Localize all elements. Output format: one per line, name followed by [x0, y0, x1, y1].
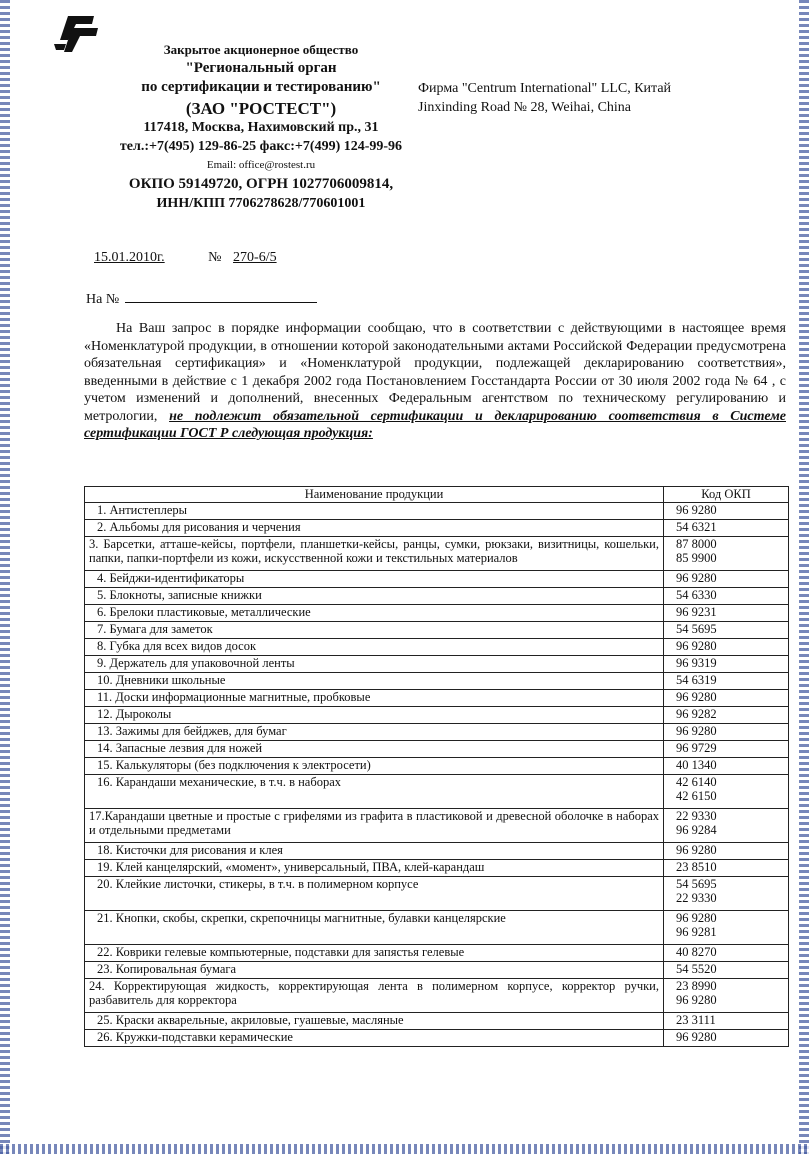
okp-code: 23 8510 — [664, 860, 789, 877]
table-row — [85, 877, 789, 911]
product-name: 4. Бейджи-идентификаторы — [85, 571, 664, 588]
org-name-line2: по сертификации и тестированию" — [141, 79, 381, 95]
okp-code: 23 3111 — [664, 1013, 789, 1030]
product-name: 21. Кнопки, скобы, скрепки, скрепочницы магнитные, булавки канцелярские — [85, 911, 664, 945]
product-name: 15. Калькуляторы (без подключения к электросети) — [85, 758, 664, 775]
product-name: 23. Копировальная бумага — [85, 962, 664, 979]
product-name: 6. Брелоки пластиковые, металлические — [85, 605, 664, 622]
table-row — [85, 758, 789, 775]
org-phones: тел.:+7(495) 129-86-25 факс:+7(499) 124-99-96 — [119, 139, 403, 154]
recipient-address: Jinxinding Road № 28, Weihai, China — [418, 100, 632, 115]
okp-code: 40 1340 — [664, 758, 789, 775]
letter-date: 15.01.2010г. — [94, 250, 165, 265]
product-name: 16. Карандаши механические, в т.ч. в наборах — [85, 775, 664, 809]
table-row — [85, 707, 789, 724]
table-row — [85, 945, 789, 962]
table-row — [85, 962, 789, 979]
table-row — [85, 537, 789, 571]
column-header-code: Код ОКП — [664, 487, 789, 503]
table-row — [85, 605, 789, 622]
okp-code: 54 5695 — [664, 622, 789, 639]
products-table — [84, 486, 789, 1047]
table-row — [85, 809, 789, 843]
product-name: 25. Краски акварельные, акриловые, гуашевые, масляные — [85, 1013, 664, 1030]
product-name: 11. Доски информационные магнитные, пробковые — [85, 690, 664, 707]
table-row — [85, 724, 789, 741]
table-row — [85, 775, 789, 809]
table-row — [85, 656, 789, 673]
decorative-border-left — [0, 0, 10, 1154]
table-header-row — [85, 487, 789, 503]
org-short-name: (ЗАО "РОСТЕСТ") — [185, 99, 337, 118]
product-name: 24. Корректирующая жидкость, корректирующая лента в полимерном корпусе, корректор ручки, разбавитель для корректора — [85, 979, 664, 1013]
okp-code: 22 9330 96 9284 — [664, 809, 789, 843]
org-okpo: ОКПО 59149720, ОГРН 1027706009814, — [128, 176, 394, 192]
reply-reference — [86, 290, 317, 308]
product-name: 19. Клей канцелярский, «момент», универсальный, ПВА, клей-карандаш — [85, 860, 664, 877]
okp-code: 96 9280 — [664, 503, 789, 520]
table-row — [85, 843, 789, 860]
table-row — [85, 622, 789, 639]
product-name: 18. Кисточки для рисования и клея — [85, 843, 664, 860]
column-header-name: Наименование продукции — [85, 487, 664, 503]
okp-code: 42 6140 42 6150 — [664, 775, 789, 809]
product-name: 7. Бумага для заметок — [85, 622, 664, 639]
product-name: 10. Дневники школьные — [85, 673, 664, 690]
table-row — [85, 673, 789, 690]
table-row — [85, 639, 789, 656]
reply-number-line — [125, 290, 317, 303]
okp-code: 54 6321 — [664, 520, 789, 537]
table-row — [85, 1030, 789, 1047]
org-email: Email: office@rostest.ru — [206, 159, 316, 171]
table-row — [85, 741, 789, 758]
organization-header — [86, 40, 436, 213]
table-row — [85, 503, 789, 520]
okp-code: 40 8270 — [664, 945, 789, 962]
org-address: 117418, Москва, Нахимовский пр., 31 — [143, 120, 379, 135]
okp-code: 87 8000 85 9900 — [664, 537, 789, 571]
okp-code: 96 9319 — [664, 656, 789, 673]
table-row — [85, 571, 789, 588]
product-name: 22. Коврики гелевые компьютерные, подставки для запястья гелевые — [85, 945, 664, 962]
product-name: 20. Клейкие листочки, стикеры, в т.ч. в полимерном корпусе — [85, 877, 664, 911]
product-name: 9. Держатель для упаковочной ленты — [85, 656, 664, 673]
okp-code: 96 9280 — [664, 724, 789, 741]
okp-code: 96 9231 — [664, 605, 789, 622]
table-row — [85, 860, 789, 877]
letter-body — [84, 320, 786, 443]
product-name: 14. Запасные лезвия для ножей — [85, 741, 664, 758]
recipient-name: Фирма "Centrum International" LLC, Китай — [418, 81, 672, 96]
okp-code: 96 9280 — [664, 690, 789, 707]
letter-number: 270-6/5 — [233, 250, 277, 265]
letter-intro-emphasis: не подлежит обязательной сертификации и декларированию соответствия в Системе сертификации ГОСТ Р следующая продукция: — [84, 408, 786, 441]
letter-intro: На Ваш запрос в порядке информации сообщаю, что в соответствии с действующими в настоящее время «Номенклатурой продукции, в отношении которой законодательными актами Российской Федерации предусмотрена обязательная сертификация» и «Номенклатурой продукции, подлежащей декларированию соответствия», введенными в действие с 1 декабря 2002 года Постановлением Госстандарта России от 30 июля 2002 года № 64 , с учетом изменений и дополнений, внесенных Федеральным агентством по техническому регулированию и метрологии, — [84, 321, 786, 424]
product-name: 5. Блокноты, записные книжки — [85, 588, 664, 605]
table-row — [85, 690, 789, 707]
letter-number-label: № — [208, 250, 222, 265]
okp-code: 96 9729 — [664, 741, 789, 758]
product-name: 1. Антистеплеры — [85, 503, 664, 520]
okp-code: 96 9280 96 9281 — [664, 911, 789, 945]
product-name: 26. Кружки-подставки керамические — [85, 1030, 664, 1047]
okp-code: 23 8990 96 9280 — [664, 979, 789, 1013]
product-name: 17.Карандаши цветные и простые с грифелями из графита в пластиковой и древесной оболочке в наборах и отдельными предметами — [85, 809, 664, 843]
org-type: Закрытое акционерное общество — [163, 42, 359, 57]
reply-label: На № — [86, 292, 120, 307]
table-row — [85, 979, 789, 1013]
okp-code: 54 5520 — [664, 962, 789, 979]
org-inn: ИНН/КПП 7706278628/770601001 — [156, 196, 366, 211]
product-name: 8. Губка для всех видов досок — [85, 639, 664, 656]
product-name: 2. Альбомы для рисования и черчения — [85, 520, 664, 537]
product-name: 3. Барсетки, атташе-кейсы, портфели, планшетки-кейсы, ранцы, сумки, рюкзаки, визитницы, кошельки, папки, папки-портфели из кожи, искусственной кожи и текстильных материалов — [85, 537, 664, 571]
recipient-block — [418, 79, 671, 117]
okp-code: 54 6319 — [664, 673, 789, 690]
decorative-border-right — [799, 0, 809, 1154]
product-name: 13. Зажимы для бейджев, для бумаг — [85, 724, 664, 741]
okp-code: 96 9282 — [664, 707, 789, 724]
okp-code: 96 9280 — [664, 1030, 789, 1047]
okp-code: 54 6330 — [664, 588, 789, 605]
table-row — [85, 911, 789, 945]
okp-code: 96 9280 — [664, 571, 789, 588]
okp-code: 96 9280 — [664, 843, 789, 860]
products-table-body — [85, 503, 789, 1047]
table-row — [85, 588, 789, 605]
product-name: 12. Дыроколы — [85, 707, 664, 724]
org-name-line1: "Региональный орган — [185, 60, 337, 76]
table-row — [85, 1013, 789, 1030]
okp-code: 96 9280 — [664, 639, 789, 656]
okp-code: 54 5695 22 9330 — [664, 877, 789, 911]
table-row — [85, 520, 789, 537]
decorative-border-bottom — [0, 1144, 809, 1154]
letter-date-number — [94, 250, 277, 266]
